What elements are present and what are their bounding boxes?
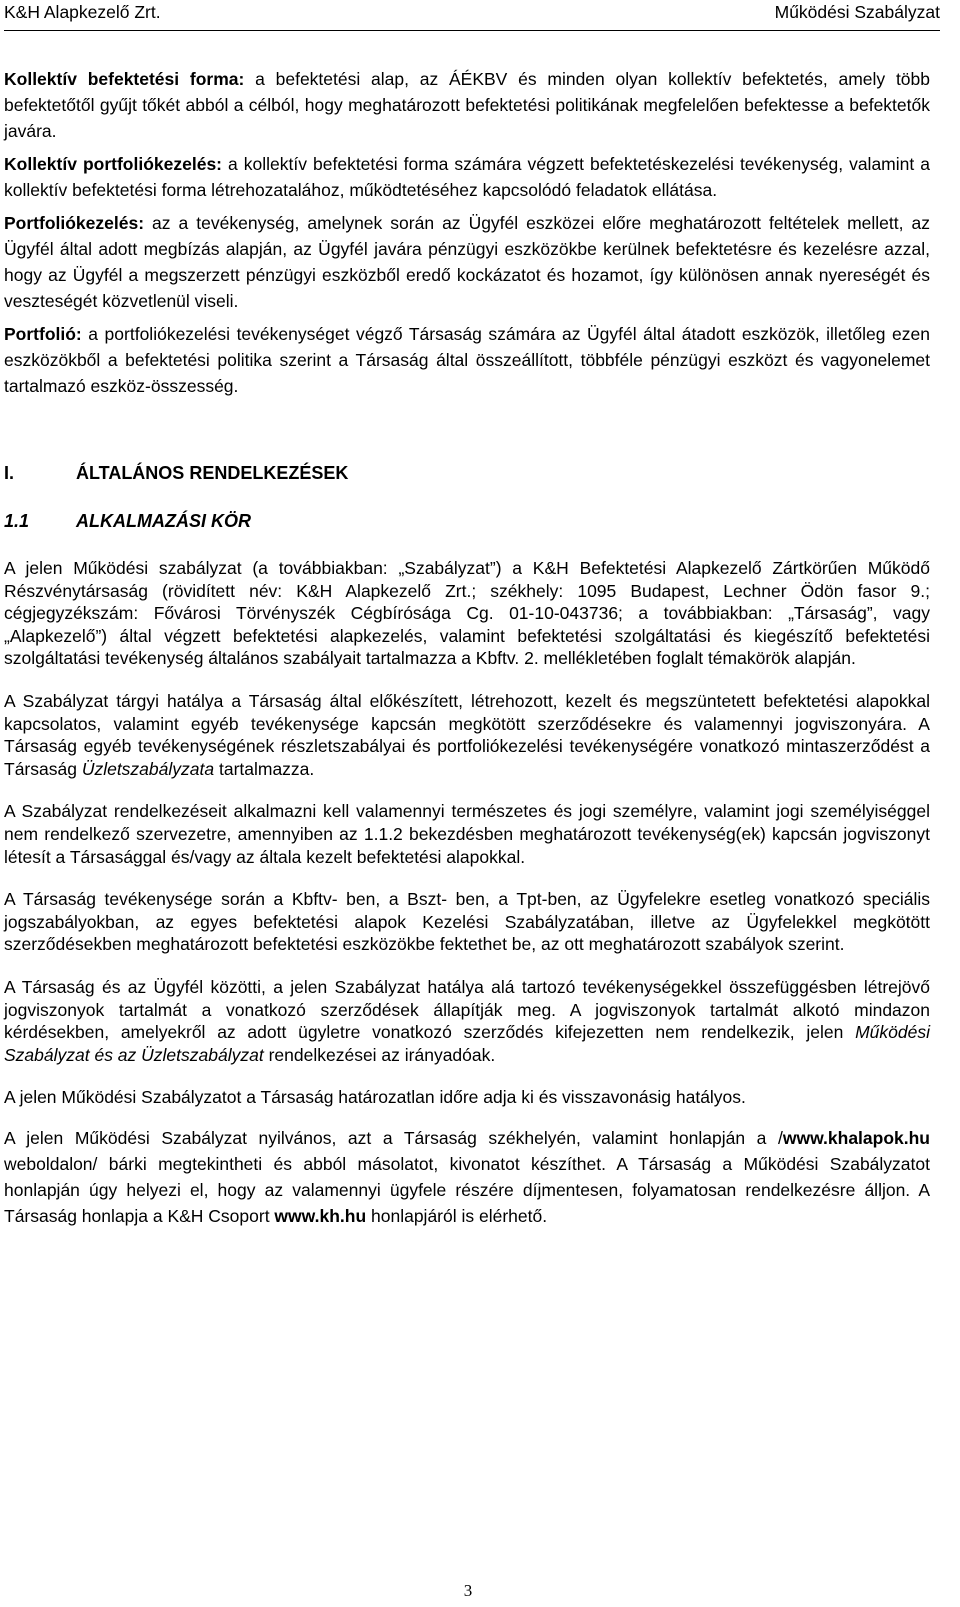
section-title: ÁLTALÁNOS RENDELKEZÉSEK bbox=[76, 463, 349, 483]
section-number: I. bbox=[4, 463, 15, 483]
paragraph-validity: A jelen Működési Szabályzatot a Társaság határozatlan időre adja ki és visszavonásig hatályos. bbox=[4, 1087, 746, 1108]
body-text bbox=[4, 557, 930, 1229]
italic-reference: Üzletszabályzata bbox=[81, 758, 215, 779]
paragraph-text: A Szabályzat tárgyi hatálya a Társaság által előkészített, létrehozott, kezelt és megszüntetett befektetési alapokkal kapcsolatos, valamint egyéb tevékenysége kapcsán megkötött szerződésekre és valamennyi jogviszonyára. A Társaság egyéb tevékenységének részletszabályai és portfoliókezelési tevékenységére vonatkozó mintaszerződést a Társaság bbox=[4, 690, 930, 779]
paragraph-scope: A jelen Működési szabályzat (a továbbiakban: „Szabályzat”) a K&H Befektetési Alapkezelő Zártkörűen Működő Részvénytársaság (rövidített név: K&H Alapkezelő Zrt.; székhely: 1095 Budapest, Lechner Ödön fasor 9.; cégjegyzékszám: Fővárosi Törvényszék Cégbírósága Cg. 01-10-043736; a továbbiakban: „Társaság”, vagy „Alapkezelő”) által végzett befektetési alapkezelés, valamint befektetési szolgáltatási és kiegészítő befektetési szolgáltatási tevékenység általános szabályait tartalmazza a Kbftv. 2. mellékletében foglalt témakörök alapján. bbox=[4, 558, 930, 669]
header-doc-title: Működési Szabályzat bbox=[774, 2, 940, 22]
paragraph-publicity bbox=[4, 1125, 930, 1229]
section-heading bbox=[4, 463, 348, 484]
definition-term: Kollektív portfoliókezelés: bbox=[4, 154, 223, 174]
definition-term: Portfoliókezelés: bbox=[4, 213, 145, 233]
definition-kollektiv-befektetesi-forma bbox=[4, 66, 930, 144]
definition-text: az a tevékenység, amelynek során az Ügyfél eszközei előre meghatározott feltételek mellett, az Ügyfél által adott megbízás alapján, az Ügyfél javára pénzügyi eszközökbe kerülnek befektetésre és kezelésre azzal, hogy az Ügyfél a megszerzett pénzügyi eszközből eredő kockázatot és hozamot, így különösen annak nyereségét és veszteségét közvetlenül viseli. bbox=[4, 213, 930, 311]
paragraph-text: rendelkezései az irányadóak. bbox=[263, 1044, 496, 1065]
subsection-heading bbox=[4, 511, 251, 532]
definition-kollektiv-portfoliokezeles bbox=[4, 151, 930, 203]
paragraph-text: tartalmazza. bbox=[214, 758, 315, 779]
website-link-kh[interactable]: www.kh.hu bbox=[274, 1205, 367, 1226]
header-company: K&H Alapkezelő Zrt. bbox=[4, 2, 161, 22]
definitions-list bbox=[4, 66, 930, 399]
definition-term: Portfolió: bbox=[4, 324, 82, 344]
definition-term: Kollektív befektetési forma: bbox=[4, 69, 245, 89]
paragraph-text: honlapjáról is elérhető. bbox=[366, 1205, 548, 1226]
definition-text: a befektetési alap, az ÁÉKBV és minden olyan kollektív befektetés, amely több befektetőtől gyűjt tőkét abból a célból, hogy meghatározott befektetési politikának megfelelően befektesse a befektetők javára. bbox=[4, 69, 930, 141]
paragraph-legal-relations bbox=[4, 976, 930, 1066]
website-link-khalapok[interactable]: www.khalapok.hu bbox=[782, 1127, 930, 1148]
paragraph-subject-scope bbox=[4, 690, 930, 780]
paragraph-text: A Társaság és az Ügyfél közötti, a jelen Szabályzat hatálya alá tartozó tevékenységekkel összefüggésben létrejövő jogviszonyok tartalmát a vonatkozó szerződések állapítják meg. A jogviszonyok tartalmát alkotó mindazon kérdésekben, amelyekről az adott ügyletre vonatkozó szerződés kifejezetten nem rendelkezik, jelen bbox=[4, 976, 930, 1043]
italic-reference: Működési Szabályzat és az Üzletszabályzat bbox=[4, 1022, 930, 1065]
paragraph-text: weboldalon/ bárki megtekintheti és abból másolatot, kivonatot készíthet. A Társaság a Működési Szabályzatot honlapján úgy helyezi el, hogy az valamennyi ügyfele részére díjmentesen, folyamatosan rendelkezésre álljon. A Társaság honlapja a K&H Csoport bbox=[4, 1153, 930, 1226]
paragraph-investment-rules: A Társaság tevékenysége során a Kbftv- ben, a Bszt- ben, a Tpt-ben, az Ügyfelekre esetleg vonatkozó speciális jogszabályokban, az egyes befektetési alapok Kezelési Szabályzatában, illetve az Ügyfelekkel megkötött szerződésekben meghatározott befektetési eszközökbe fektethet be, az ott meghatározott szabályok szerint. bbox=[4, 889, 930, 955]
paragraph-text: A jelen Működési Szabályzat nyilvános, azt a Társaság székhelyén, valamint honlapján a / bbox=[4, 1127, 783, 1148]
definition-text: a portfoliókezelési tevékenységet végző Társaság számára az Ügyfél által átadott eszközök, illetőleg ezen eszközökből a befektetési politika szerint a Társaság által összeállított, többféle pénzügyi eszközt és vagyonelemet tartalmazó eszköz-összesség. bbox=[4, 324, 930, 396]
definition-portfolio bbox=[4, 321, 930, 399]
page-number: 3 bbox=[463, 1581, 473, 1600]
paragraph-applicability: A Szabályzat rendelkezéseit alkalmazni kell valamennyi természetes és jogi személyre, valamint jogi személyiséggel nem rendelkező szervezetre, amennyiben az 1.1.2 bekezdésben meghatározott tevékenység(ek) kapcsán jogviszonyt létesít a Társasággal és/vagy az általa kezelt befektetési alapokkal. bbox=[4, 801, 930, 867]
subsection-title: ALKALMAZÁSI KÖR bbox=[76, 511, 251, 531]
definition-text: a kollektív befektetési forma számára végzett befektetéskezelési tevékenység, valamint a kollektív befektetési forma létrehozatalához, működtetéséhez kapcsolódó feladatok ellátása. bbox=[4, 154, 930, 200]
definition-portfoliokezeles bbox=[4, 210, 930, 314]
subsection-number: 1.1 bbox=[4, 511, 30, 531]
page-header bbox=[4, 0, 940, 31]
